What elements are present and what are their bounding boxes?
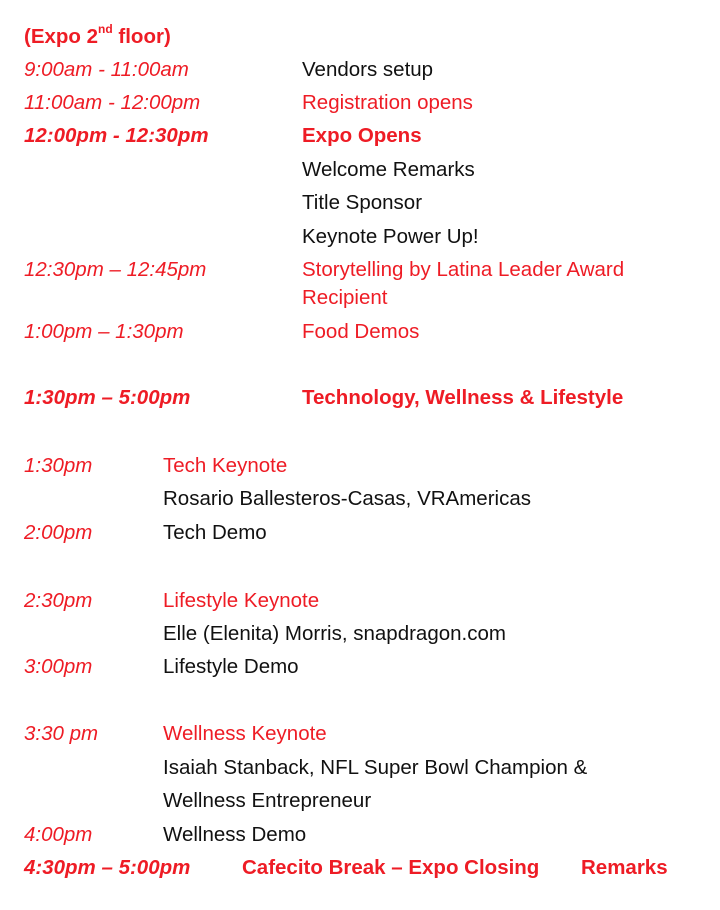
session-time: 1:30pm (24, 454, 93, 477)
schedule-activity: Vendors setup (302, 58, 434, 81)
session-speaker-continued: Wellness Entrepreneur (163, 789, 372, 812)
session-title: Tech Keynote (163, 454, 288, 477)
schedule-activity: Keynote Power Up! (302, 225, 479, 248)
schedule-time: 1:00pm – 1:30pm (24, 320, 184, 343)
session-title: Wellness Keynote (163, 722, 327, 745)
venue-header (24, 22, 171, 49)
venue-header-prefix: (Expo 2 (24, 25, 99, 48)
session-time: 3:30 pm (24, 722, 99, 745)
schedule-activity: Food Demos (302, 320, 420, 343)
schedule-activity: Storytelling by Latina Leader Award (302, 258, 625, 281)
schedule-activity-continued: Recipient (302, 286, 388, 309)
session-speaker: Rosario Ballesteros-Casas, VRAmericas (163, 487, 531, 510)
session-time: 3:00pm (24, 655, 93, 678)
closing-activity-end: Remarks (581, 856, 668, 879)
session-title: Wellness Demo (163, 823, 307, 846)
schedule-time: 11:00am - 12:00pm (24, 91, 201, 114)
session-title: Lifestyle Demo (163, 655, 299, 678)
schedule-activity: Title Sponsor (302, 191, 423, 214)
schedule-time: 1:30pm – 5:00pm (24, 386, 191, 409)
schedule-time: 12:00pm - 12:30pm (24, 124, 209, 147)
schedule-activity: Expo Opens (302, 124, 422, 147)
closing-activity: Cafecito Break – Expo Closing (242, 856, 540, 879)
venue-header-suffix: floor) (112, 25, 171, 48)
session-title: Tech Demo (163, 521, 267, 544)
session-time: 4:00pm (24, 823, 93, 846)
session-title: Lifestyle Keynote (163, 589, 320, 612)
schedule-time: 12:30pm – 12:45pm (24, 258, 207, 281)
session-speaker: Isaiah Stanback, NFL Super Bowl Champion & (163, 756, 588, 779)
session-time: 2:00pm (24, 521, 93, 544)
venue-header-sup: nd (98, 22, 113, 37)
session-speaker: Elle (Elenita) Morris, snapdragon.com (163, 622, 506, 645)
closing-time: 4:30pm – 5:00pm (24, 856, 191, 879)
schedule-activity: Welcome Remarks (302, 158, 475, 181)
schedule-time: 9:00am - 11:00am (24, 58, 189, 81)
schedule-activity: Registration opens (302, 91, 473, 114)
session-time: 2:30pm (24, 589, 93, 612)
schedule-activity: Technology, Wellness & Lifestyle (302, 386, 624, 409)
